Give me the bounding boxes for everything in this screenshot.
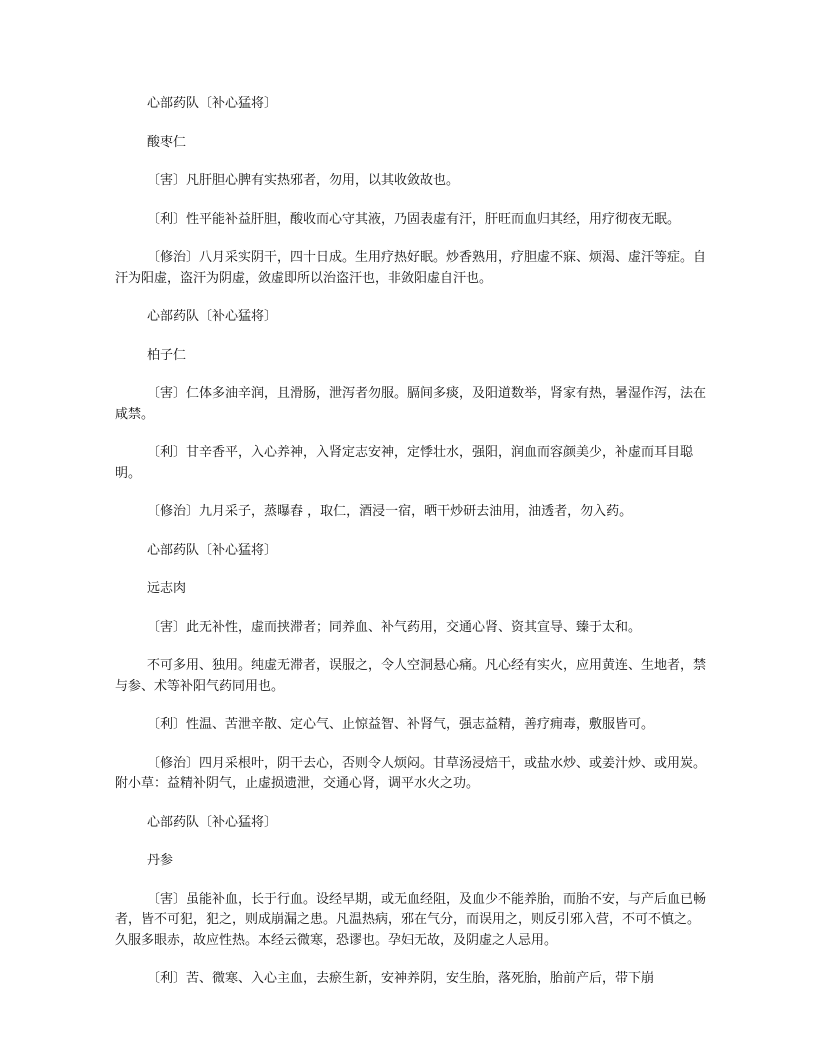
herb-name: 丹参 [147, 853, 174, 868]
harm-paragraph: 〔害〕此无补性，虚而挟滞者；同养血、补气药用，交通心肾、资其宣导、臻于太和。 [147, 619, 642, 635]
benefit-paragraph: 〔利〕苦、微寒、入心主血，去瘀生新，安神养阴，安生胎，落死胎，胎前产后，带下崩 [147, 971, 655, 986]
herb-name: 柏子仁 [147, 347, 187, 363]
benefit-paragraph: 〔利〕性平能补益肝胆，酸收而心守其液，乃固表虚有汗，肝旺而血归其经，用疗彻夜无眠。 [147, 211, 681, 227]
benefit-paragraph: 〔利〕性温、苦泄辛散、定心气、止惊益智、补肾气，强志益精，善疗痈毒，敷服皆可。 [147, 717, 655, 732]
section-heading: 心部药队〔补心猛将〕 [147, 309, 278, 324]
preparation-paragraph: 〔修治〕九月采子，蒸曝舂 ，取仁，酒浸一宿，晒干炒研去油用，油透者，勿入药。 [147, 504, 633, 519]
preparation-paragraph: 〔修治〕四月采根叶，阴干去心，否则令人烦闷。甘草汤浸焙干，或盐水炒、或姜汁炒、或用炭。附小草：益精补阴气，止虚损遗泄，交通心肾，调平水火之功。 [115, 755, 707, 791]
harm-continuation-paragraph: 不可多用、独用。纯虚无滞者，误服之，令人空洞悬心痛。凡心经有实火，应用黄连、生地者，禁与参、术等补阳气药同用也。 [115, 658, 707, 694]
herb-name: 酸枣仁 [147, 134, 187, 150]
section-heading: 心部药队〔补心猛将〕 [147, 814, 278, 830]
section-heading: 心部药队〔补心猛将〕 [147, 542, 278, 558]
section-heading: 心部药队〔补心猛将〕 [147, 96, 278, 111]
harm-paragraph: 〔害〕凡肝胆心脾有实热邪者，勿用，以其收敛故也。 [147, 173, 460, 188]
harm-paragraph: 〔害〕虽能补血，长于行血。设经早期，或无血经阻，及血少不能养胎，而胎不安，与产后血已畅者，皆不可犯，犯之，则成崩漏之患。凡温热病，邪在气分，而误用之，则反引邪入营，不可不慎之。久服多眼赤，故应性热。本经云微寒，恐谬也。孕妇无故，及阴虚之人忌用。 [115, 891, 707, 948]
harm-paragraph: 〔害〕仁体多油辛润，且滑肠，泄泻者勿服。膈间多痰，及阳道数举，肾家有热，暑湿作泻，法在咸禁。 [115, 386, 707, 422]
benefit-paragraph: 〔利〕甘辛香平，入心养神，入肾定志安神，定悸壮水，强阳，润血而容颜美少，补虚而耳目聪明。 [115, 445, 694, 481]
preparation-paragraph: 〔修治〕八月采实阴干，四十日成。生用疗热好眠。炒香熟用，疗胆虚不寐、烦渴、虚汗等症。自汗为阳虚，盗汗为阴虚，敛虚即所以治盗汗也，非敛阳虚自汗也。 [115, 250, 707, 286]
herb-name: 远志肉 [147, 581, 187, 596]
